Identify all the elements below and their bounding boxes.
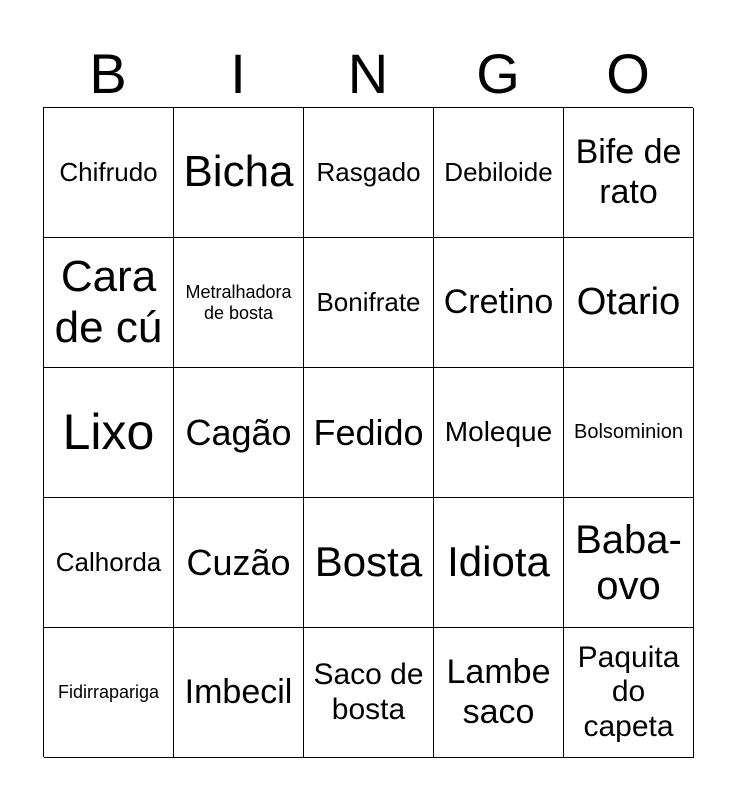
bingo-cell[interactable]: Rasgado	[304, 108, 434, 238]
bingo-cell[interactable]: Moleque	[434, 368, 564, 498]
bingo-cell[interactable]: Paquita do capeta	[564, 628, 694, 758]
header-letter-i: I	[230, 42, 246, 105]
bingo-grid	[43, 107, 693, 757]
bingo-cell[interactable]: Fidirrapariga	[44, 628, 174, 758]
header-letter-g: G	[476, 42, 520, 105]
bingo-cell[interactable]: Idiota	[434, 498, 564, 628]
bingo-cell[interactable]: Bicha	[174, 108, 304, 238]
bingo-cell[interactable]: Cretino	[434, 238, 564, 368]
bingo-cell[interactable]: Imbecil	[174, 628, 304, 758]
bingo-cell[interactable]: Baba-ovo	[564, 498, 694, 628]
bingo-cell[interactable]: Chifrudo	[44, 108, 174, 238]
bingo-cell[interactable]: Lambe saco	[434, 628, 564, 758]
bingo-cell[interactable]: Otario	[564, 238, 694, 368]
header-letter-o: O	[606, 42, 650, 105]
bingo-cell[interactable]: Bife de rato	[564, 108, 694, 238]
header-letter-b: B	[89, 42, 127, 105]
bingo-cell[interactable]: Saco de bosta	[304, 628, 434, 758]
header-letter-n: N	[347, 42, 389, 105]
bingo-header	[43, 42, 693, 106]
bingo-cell[interactable]: Metralhadora de bosta	[174, 238, 304, 368]
bingo-cell[interactable]: Lixo	[44, 368, 174, 498]
bingo-cell[interactable]: Bolsominion	[564, 368, 694, 498]
bingo-cell[interactable]: Bonifrate	[304, 238, 434, 368]
bingo-cell[interactable]: Cara de cú	[44, 238, 174, 368]
bingo-cell[interactable]: Cagão	[174, 368, 304, 498]
bingo-cell[interactable]: Cuzão	[174, 498, 304, 628]
bingo-cell[interactable]: Debiloide	[434, 108, 564, 238]
bingo-cell[interactable]: Fedido	[304, 368, 434, 498]
bingo-cell[interactable]: Bosta	[304, 498, 434, 628]
bingo-cell[interactable]: Calhorda	[44, 498, 174, 628]
